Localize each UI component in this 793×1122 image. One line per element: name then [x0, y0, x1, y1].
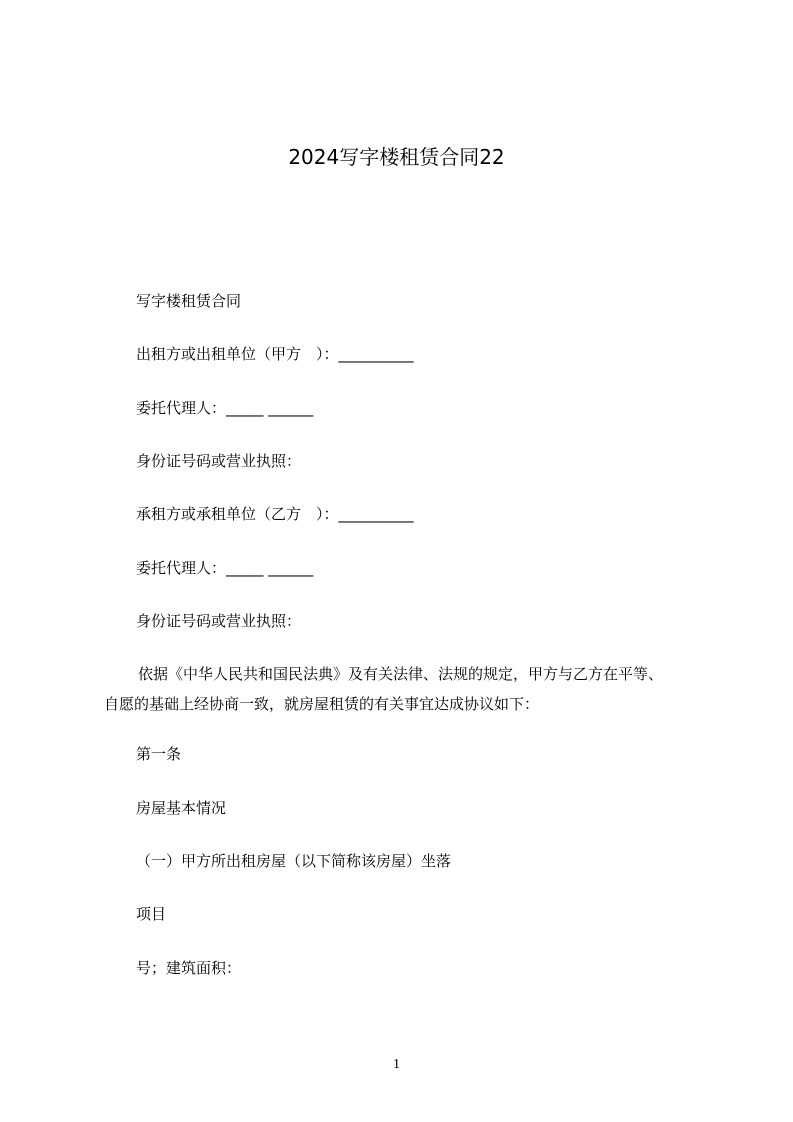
lessor-id-line: 身份证号码或营业执照： — [136, 452, 302, 470]
lessor-agent-line: 委托代理人：_____ ______ — [136, 399, 314, 417]
page-number: 1 — [393, 1057, 400, 1072]
area-line: 号；建筑面积： — [136, 959, 242, 977]
contract-heading: 写字楼租赁合同 — [136, 292, 242, 310]
intro-line-1: 依据《中华人民共和国民法典》及有关法律、法规的规定，甲方与乙方在平等、 — [138, 665, 664, 683]
intro-line-2: 自愿的基础上经协商一致，就房屋租赁的有关事宜达成协议如下： — [104, 695, 540, 713]
intro-paragraph — [104, 663, 704, 715]
lessor-line: 出租方或出租单位（甲方 ）：__________ — [136, 345, 414, 363]
lessee-line: 承租方或承租单位（乙方 ）：__________ — [136, 505, 414, 523]
article-one-title: 房屋基本情况 — [136, 799, 227, 817]
location-line: （一）甲方所出租房屋（以下简称该房屋）坐落 — [136, 852, 452, 870]
lessee-id-line: 身份证号码或营业执照： — [136, 612, 302, 630]
article-one-heading: 第一条 — [136, 745, 182, 763]
lessee-agent-line: 委托代理人：_____ ______ — [136, 559, 314, 577]
document-title: 2024写字楼租赁合同22 — [288, 145, 505, 169]
project-line: 项目 — [136, 905, 167, 923]
